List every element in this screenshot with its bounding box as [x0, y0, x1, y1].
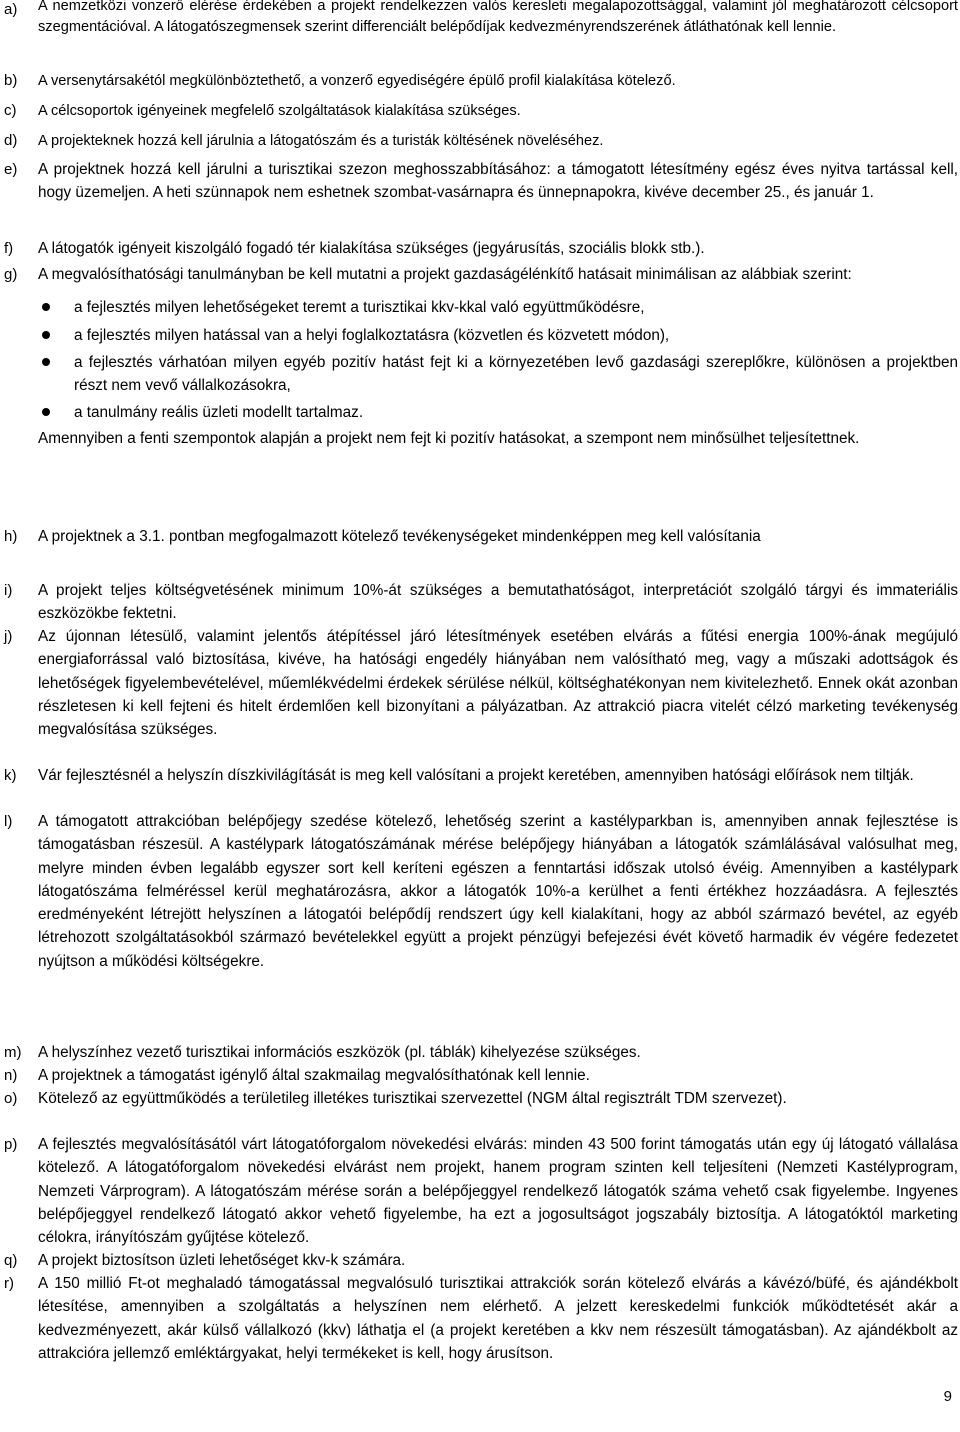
bullet-item: a fejlesztés milyen lehetőségeket teremt a turisztikai kkv-kkal való együttműködésre,: [38, 296, 958, 319]
item-label: n): [4, 1067, 18, 1084]
item-text: Az újonnan létesülő, valamint jelentős átépítéssel járó létesítmények esetében elvárás a fűtési energia 100%-ának megújuló energiaforrással való biztosítása, kivéve, ha hatósági engedély hiányában nem valósítható meg, vagy a műszaki adottságok és lehetőségek figyelembevételével, műemlékvédelmi érdekek sérülése nélkül, költséghatékonyan nem kivitelezhető. Ennek okát azonban részletesen ki kell fejteni és hitelt érdemlően kell bizonyítani a pályázatban. Az attrakció piacra vitelét célzó marketing tevékenység megvalósítása szükséges.: [38, 628, 958, 739]
item-text: A projektnek a támogatást igénylő által szakmailag megvalósíthatónak kell lennie.: [38, 1067, 590, 1084]
item-text: A helyszínhez vezető turisztikai információs eszközök (pl. táblák) kihelyezése szükséges.: [38, 1044, 641, 1061]
bullet-list: [38, 296, 958, 424]
bullet-icon: [42, 408, 50, 416]
item-label: o): [4, 1090, 18, 1107]
item-label: q): [4, 1252, 18, 1269]
item-label: a): [4, 1, 18, 18]
bullet-icon: [42, 358, 50, 366]
item-label: g): [4, 266, 18, 283]
item-label: r): [4, 1275, 14, 1292]
bullet-icon: [42, 331, 50, 339]
item-text: A nemzetközi vonzerő elérése érdekében a projekt rendelkezzen valós keresleti megalapozottsággal, valamint jól meghatározott célcsoport szegmentációval. A látogatószegmensek szerint differenciált belépődíjak kedvezményrendszerének átláthatónak kell lennie.: [38, 0, 958, 35]
item-label: b): [4, 72, 18, 89]
item-text: A projekt biztosítson üzleti lehetőséget kkv-k számára.: [38, 1252, 406, 1269]
item-label: l): [4, 813, 13, 830]
item-label: i): [4, 582, 13, 599]
item-label: h): [4, 528, 18, 545]
bullet-item: a fejlesztés milyen hatással van a helyi foglalkoztatásra (közvetlen és közvetett módon),: [38, 324, 958, 347]
bullet-item: a tanulmány reális üzleti modellt tartalmaz.: [38, 401, 958, 424]
bullet-item: a fejlesztés várhatóan milyen egyéb pozitív hatást fejt ki a környezetében levő gazdasági szereplőkre, különösen a projektben részt nem vevő vállalkozásokra,: [38, 351, 958, 398]
item-text: A megvalósíthatósági tanulmányban be kell mutatni a projekt gazdaságélénkítő hatásait minimálisan az alábbiak szerint:: [38, 266, 852, 283]
item-text: A projekt teljes költségvetésének minimum 10%-át szükséges a bemutathatóságot, interpretációt szolgáló tárgyi és immateriális eszközökbe fektetni.: [38, 582, 958, 623]
item-text: Vár fejlesztésnél a helyszín díszkivilágítását is meg kell valósítani a projekt keretében, amennyiben hatósági előírások nem tiltják.: [38, 767, 914, 784]
item-text: A látogatók igényeit kiszolgáló fogadó tér kialakítása szükséges (jegyárusítás, szociális blokk stb.).: [38, 240, 705, 257]
item-text: A projektnek hozzá kell járulni a turisztikai szezon meghosszabbításához: a támogatott létesítmény egész éves nyitva tartással kell, hogy üzemeljen. A heti szünnapok nem eshetnek szombat-vasárnapra és ünnepnapokra, kivéve december 25., és január 1.: [38, 161, 958, 202]
bullet-icon: [42, 303, 50, 311]
item-label: f): [4, 240, 14, 257]
item-label: p): [4, 1136, 18, 1153]
item-text: Kötelező az együttműködés a területileg illetékes turisztikai szervezettel (NGM által regisztrált TDM szervezet).: [38, 1090, 787, 1107]
item-text: A támogatott attrakcióban belépőjegy szedése kötelező, lehetőség szerint a kastélyparkban is, amennyiben annak fejlesztése is támogatásban részesül. A kastélypark látogatószámának mérése belépőjegy hiányában a látogatók számlálásával valósulhat meg, melyre minden évben legalább egyszer sort kell keríteni egészen a fenntartási időszak utolsó évéig. Amennyiben a kastélypark látogatószáma felméréssel kerül meghatározásra, akkor a látogatók 10%-a kerülhet a fenti értékhez hozzáadásra. A fejlesztés eredményeként létrejött helyszínen a látogatói belépődíj rendszert úgy kell kialakítani, hogy az abból származó bevétel, az egyéb létrehozott szolgáltatásokból származó bevételekkel együtt a projekt pénzügyi befejezési évét követő harmadik év végére fedezetet nyújtson a működési költségekre.: [38, 813, 958, 970]
item-text: A fejlesztés megvalósításától várt látogatóforgalom növekedési elvárás: minden 43 500 forint támogatás után egy új látogató vállalása kötelező. A látogatóforgalom növekedési elvárást nem projekt, hanem program szinten kell teljesíteni (Nemzeti Kastélyprogram, Nemzeti Várprogram). A látogatószám mérése során a belépőjeggyel rendelkező látogatók száma vehető csak figyelembe. Ingyenes belépőjeggyel rendelkező látogató akkor vehető figyelembe, ha ezt a jogosultságot jogszabály biztosítja. A látogatóktól marketing célokra, irányítószám gyűjtése kötelező.: [38, 1136, 958, 1247]
item-text: A 150 millió Ft-ot meghaladó támogatással megvalósuló turisztikai attrakciók során kötelező elvárás a kávézó/büfé, és ajándékbolt létesítése, amennyiben a szolgáltatás a helyszínen nem elérhető. A jelzett kereskedelmi funkciók működtetését akár a kedvezményezett, akár külső vállalkozó (kkv) láthatja el (a projekt keretében a kkv nem részesült támogatásban). Az ajándékbolt az attrakcióra jellemző emléktárgyakat, helyi termékeket is kell, hogy árusítson.: [38, 1275, 958, 1362]
item-note: Amennyiben a fenti szempontok alapján a projekt nem fejt ki pozitív hatásokat, a szempont nem minősülhet teljesítettnek.: [38, 429, 860, 447]
item-label: j): [4, 628, 13, 645]
item-label: e): [4, 161, 18, 178]
item-text: A projekteknek hozzá kell járulnia a látogatószám és a turisták költésének növeléséhez.: [38, 133, 604, 149]
page-number: 9: [943, 1388, 952, 1405]
item-text: A célcsoportok igényeinek megfelelő szolgáltatások kialakítása szükséges.: [38, 103, 521, 119]
item-text: A projektnek a 3.1. pontban megfogalmazott kötelező tevékenységeket mindenképpen meg kell valósítania: [38, 528, 761, 545]
item-label: m): [4, 1044, 22, 1061]
item-label: c): [4, 102, 17, 119]
item-label: k): [4, 767, 17, 784]
item-text: A versenytársakétól megkülönböztethető, a vonzerő egyediségére épülő profil kialakítása kötelező.: [38, 73, 676, 89]
item-label: d): [4, 132, 18, 149]
